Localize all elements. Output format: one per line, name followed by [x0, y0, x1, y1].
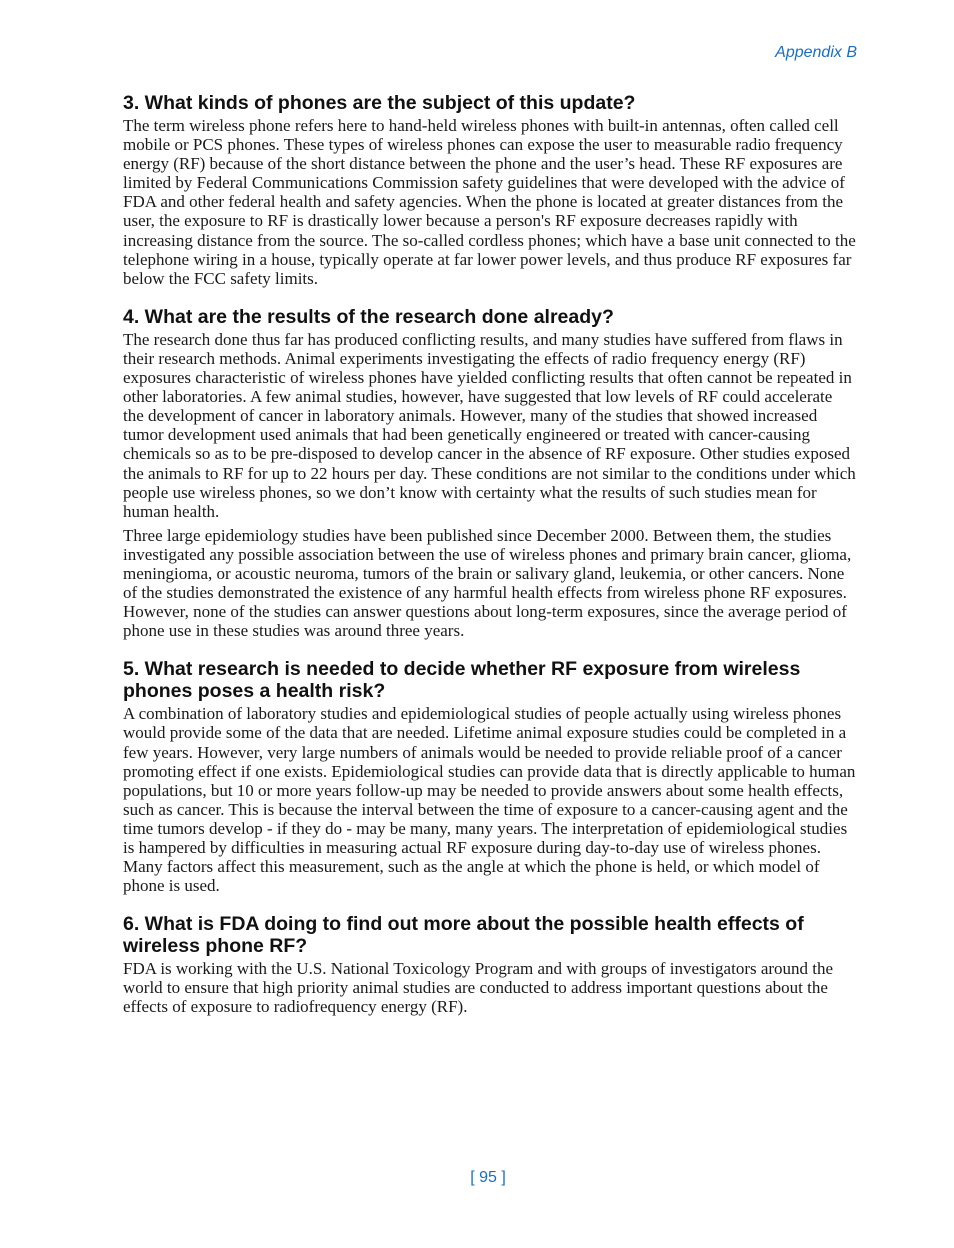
- paragraph: FDA is working with the U.S. National Toxicology Program and with groups of investigators around the world to ensure that high priority animal studies are conducted to address important questions about the effects of exposure to radiofrequency energy (RF).: [123, 959, 834, 1017]
- section-heading: 4. What are the results of the research done already?: [123, 305, 614, 328]
- section-6: [123, 913, 857, 1016]
- running-head: Appendix B: [775, 44, 857, 61]
- section-heading: 3. What kinds of phones are the subject of this update?: [123, 92, 636, 114]
- section-heading: 5. What research is needed to decide whether RF exposure from wireless phones poses a health risk?: [123, 658, 801, 703]
- section-5: [123, 658, 857, 895]
- paragraph: A combination of laboratory studies and epidemiological studies of people actually using wireless phones would provide some of the data that are needed. Lifetime animal exposure studies could be completed in a few years. However, very large numbers of animals would be needed to provide reliable proof of a cancer promoting effect if one exists. Epidemiological studies can provide data that is directly applicable to human populations, but 10 or more years follow-up may be needed to provide answers about some health effects, such as cancer. This is because the interval between the time of exposure to a cancer-causing agent and the time tumors develop - if they do - may be many, many years. The interpretation of epidemiological studies is hampered by difficulties in measuring actual RF exposure during day-to-day use of wireless phones. Many factors affect this measurement, such as the angle at which the phone is held, or which model of phone is used.: [123, 704, 856, 896]
- section-3: [123, 92, 857, 288]
- section-heading: 6. What is FDA doing to find out more about the possible health effects of wireless phone RF?: [123, 913, 804, 958]
- document-body: [123, 92, 857, 1035]
- paragraph: The research done thus far has produced conflicting results, and many studies have suffered from flaws in their research methods. Animal experiments investigating the effects of radio frequency energy (RF) exposures characteristic of wireless phones have yielded conflicting results that often cannot be repeated in other laboratories. A few animal studies, however, have suggested that low levels of RF could accelerate the development of cancer in laboratory animals. However, many of the studies that showed increased tumor development used animals that had been genetically engineered or treated with cancer-causing chemicals so as to be pre-disposed to develop cancer in the absence of RF exposure. Other studies exposed the animals to RF for up to 22 hours per day. These conditions are not similar to the conditions under which people use wireless phones, so we don’t know with certainty what the results of such studies mean for human health.: [123, 329, 856, 521]
- section-4: [123, 306, 857, 641]
- paragraph: Three large epidemiology studies have been published since December 2000. Between them, the studies investigated any possible association between the use of wireless phones and primary brain cancer, glioma, meningioma, or acoustic neuroma, tumors of the brain or salivary gland, leukemia, or other cancers. None of the studies demonstrated the existence of any harmful health effects from wireless phone RF exposures. However, none of the studies can answer questions about long-term exposures, since the average period of phone use in these studies was around three years.: [123, 525, 852, 641]
- page-number: [ 95 ]: [470, 1169, 506, 1186]
- paragraph: The term wireless phone refers here to hand-held wireless phones with built-in antennas, often called cell mobile or PCS phones. These types of wireless phones can expose the user to measurable radio frequency energy (RF) because of the short distance between the phone and the user’s head. These RF exposures are limited by Federal Communications Commission safety guidelines that were developed with the advice of FDA and other federal health and safety agencies. When the phone is located at greater distances from the user, the exposure to RF is drastically lower because a person's RF exposure decreases rapidly with increasing distance from the source. The so-called cordless phones; which have a base unit connected to the telephone wiring in a house, typically operate at far lower power levels, and thus produce RF exposures far below the FCC safety limits.: [123, 116, 856, 288]
